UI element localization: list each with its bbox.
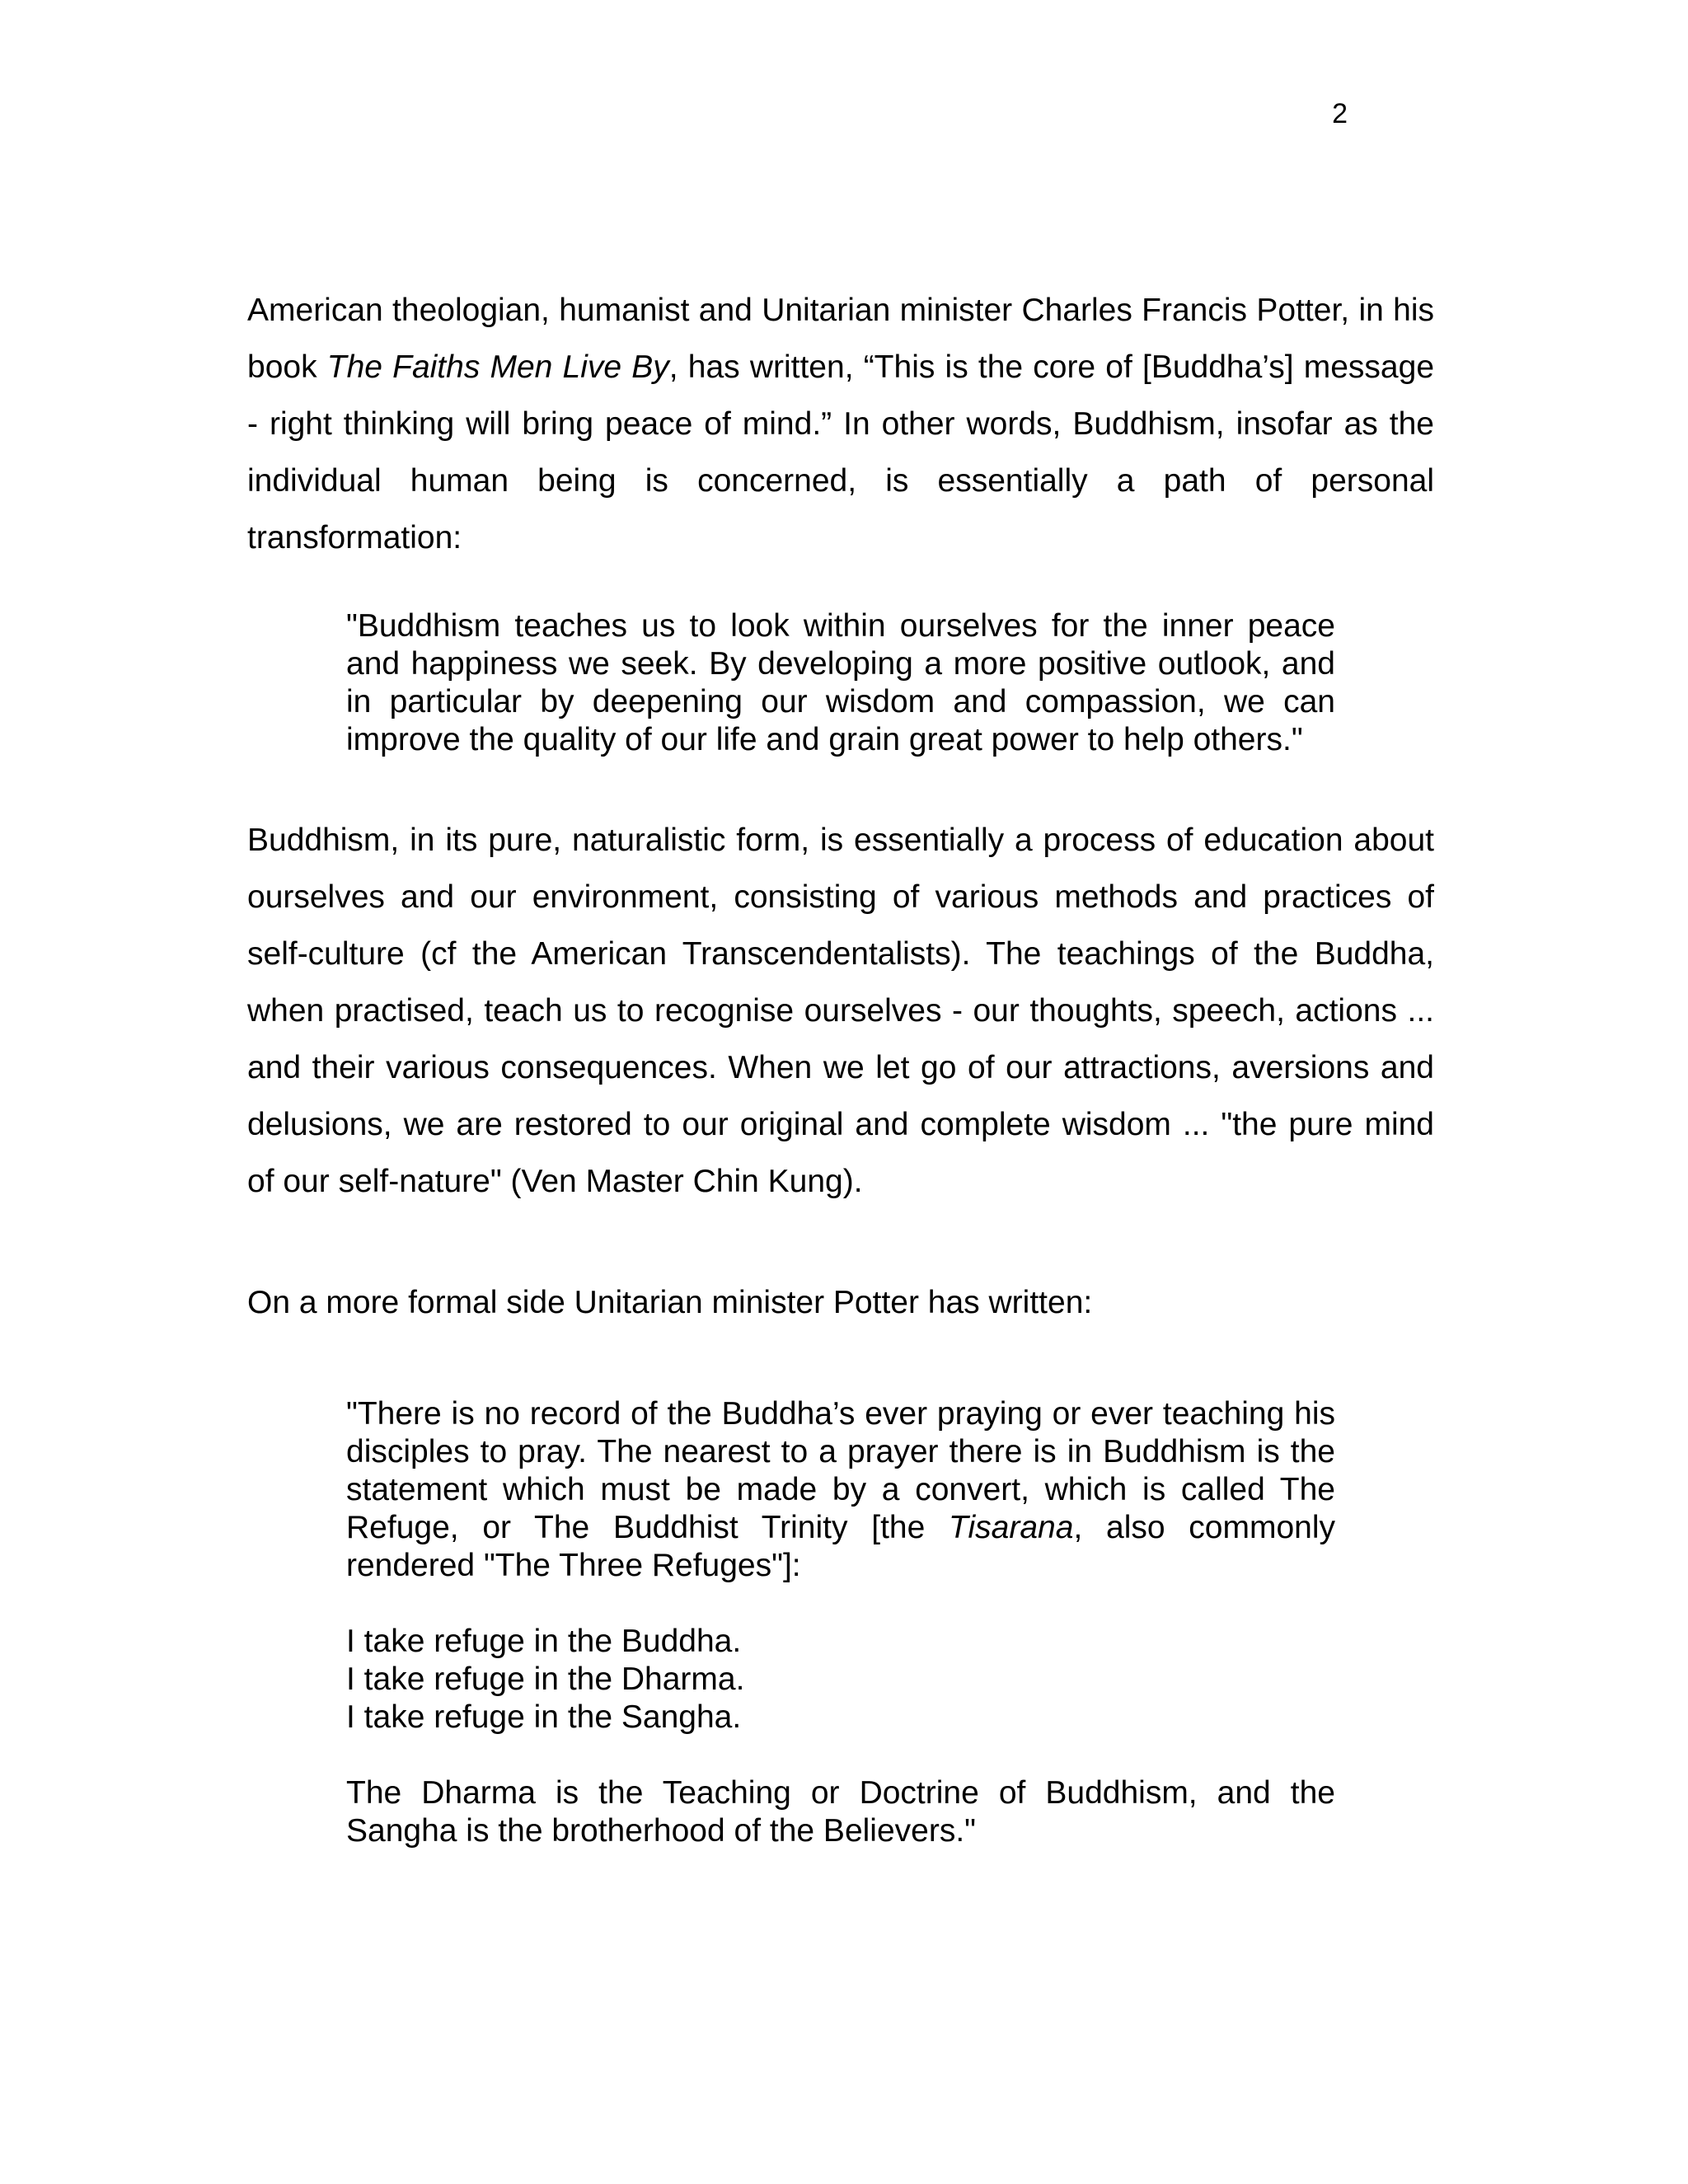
refuge-line-sangha: I take refuge in the Sangha. [346,1699,742,1735]
quote-text-part1: "There is no record of the Buddha’s ever praying or ever teaching his disciples to pray. The nearest to a prayer there is in Buddhism is the statement which must be made by a convert, which is called The Refuge, or The Buddhist Trinity [the [346,1396,1335,1545]
refuge-list [346,1623,1335,1736]
quote-text-part2: , also commonly rendered "The Three Refuges"]: [346,1510,1335,1583]
paragraph-intro-text: American theologian, humanist and Unitarian minister Charles Francis Potter, in his book [247,293,1434,385]
refuge-line-buddha: I take refuge in the Buddha. [346,1624,742,1659]
refuge-line-dharma: I take refuge in the Dharma. [346,1661,745,1697]
paragraph-potter-intro [247,282,1434,566]
paragraph-naturalistic-form: Buddhism, in its pure, naturalistic form, is essentially a process of education about ourselves and our environment, consisting of various methods and practices of self-culture (cf the American Transcendentalists). The teachings of the Buddha, when practised, teach us to recognise ourselves - our thoughts, speech, actions ... and their various consequences. When we let go of our attractions, aversions and delusions, we are restored to our original and complete wisdom ... "the pure mind of our self-nature" (Ven Master Chin Kung). [247,823,1434,1199]
block-quote-no-record [346,1395,1335,1585]
document-body [247,282,1434,1850]
paragraph-formal-side: On a more formal side Unitarian minister Potter has written: [247,1285,1093,1320]
block-quote-dharma-definition: The Dharma is the Teaching or Doctrine of Buddhism, and the Sangha is the brotherhood of the Believers." [346,1775,1335,1849]
paragraph-intro-rest: , has written, “This is the core of [Buddha’s] message - right thinking will bring peace of mind.” In other words, Buddhism, insofar as the individual human being is concerned, is essentially a path of personal transformation: [247,349,1435,555]
block-quote-buddhism-teaches: "Buddhism teaches us to look within ourselves for the inner peace and happiness we seek. By developing a more positive outlook, and in particular by deepening our wisdom and compassion, we can improve the quality of our life and grain great power to help others." [346,608,1335,757]
book-title: The Faiths Men Live By [326,349,669,385]
page-number: 2 [1332,98,1348,129]
tisarana-term: Tisarana [949,1510,1074,1545]
